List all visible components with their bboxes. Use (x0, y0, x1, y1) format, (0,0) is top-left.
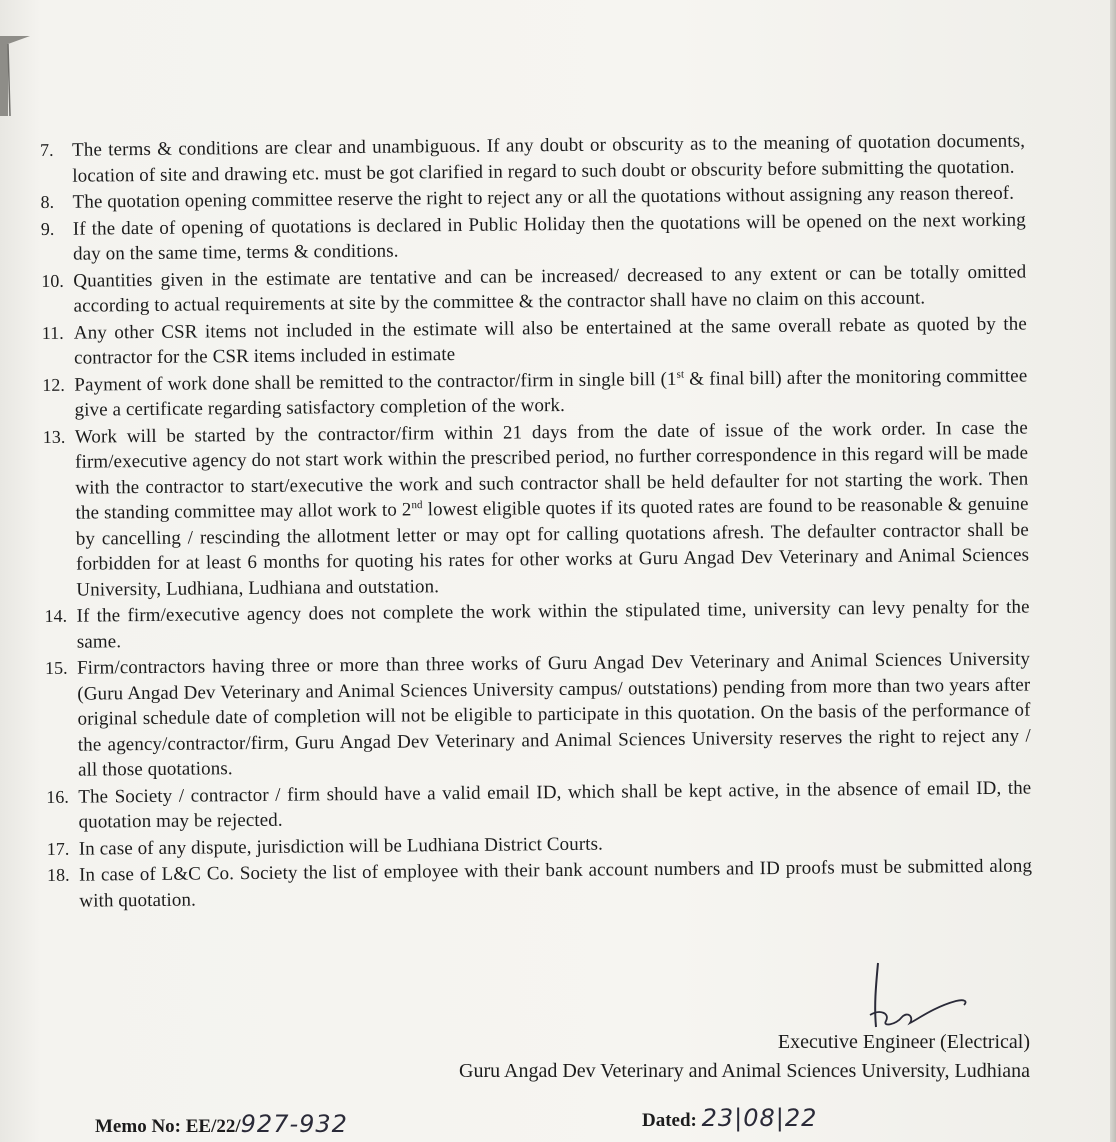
term-text (75, 415, 1030, 603)
terms-list (40, 129, 1032, 914)
term-text-part: lowest eligible quotes if its quoted rates are found to be reasonable & genuine by cancelling / rescinding the allotment letter or may opt for calling quotations afresh. The defaulter contractor shall be forbidden for at least 6 months for quoting his rates for other works at Guru Angad Dev Veterinary and Animal Sciences University, Ludhiana, Ludhiana and outstation. (75, 493, 1030, 601)
term-number: 17. (46, 838, 70, 859)
date-handwritten-value: 23|08|22 (701, 1104, 818, 1132)
term-item (41, 259, 1026, 319)
page-corner-shadow (0, 36, 30, 116)
ordinal-suffix: nd (411, 499, 423, 512)
term-number: 8. (40, 191, 55, 212)
term-number: 13. (42, 426, 66, 447)
term-item (46, 775, 1031, 835)
term-text-part: Payment of work done shall be remitted to the contractor/firm in single bill (1 (74, 368, 677, 396)
term-text: If the firm/executive agency does not complete the work within the stipulated time, university can levy penalty for the same. (76, 596, 1030, 653)
term-number: 10. (41, 270, 64, 291)
term-item (45, 647, 1031, 784)
signatory-organization: Guru Angad Dev Veterinary and Animal Sciences University, Ludhiana (459, 1060, 1030, 1082)
term-item (42, 363, 1027, 423)
term-text: The Society / contractor / firm should have a valid email ID, which shall be kept active, in the absence of email ID, the quotation may be rejected. (78, 777, 1032, 833)
terms-section (40, 129, 1032, 915)
term-number: 16. (46, 786, 69, 807)
term-item (42, 311, 1027, 371)
term-text: Any other CSR items not included in the estimate will also be entertained at the same overall rebate as quoted by the contractor for the CSR items included in estimate (73, 313, 1027, 369)
term-item (47, 854, 1032, 914)
memo-handwritten-number: 927-932 (240, 1110, 348, 1138)
term-number: 18. (46, 864, 70, 885)
date-label: Dated: (642, 1110, 697, 1131)
term-item (43, 415, 1030, 603)
term-number: 11. (41, 322, 64, 343)
term-number: 12. (42, 374, 65, 395)
page-right-edge (1110, 0, 1116, 1142)
term-text (74, 363, 1027, 423)
term-text: In case of any dispute, jurisdiction will be Ludhiana District Courts. (78, 833, 604, 860)
term-text: Firm/contractors having three or more than three works of Guru Angad Dev Veterinary and Animal Sciences University (Guru Angad Dev Veterinary and Animal Sciences University campus/ outstations) pending from more than two years after original schedule date of completion will not be eligible to participate in this quotation. On the basis of the performance of the agency/contractor/firm, Guru Angad Dev Veterinary and Animal Sciences University reserves the right to reject any / all those quotations. (76, 648, 1031, 781)
term-text: The terms & conditions are clear and unambiguous. If any doubt or obscurity as to the meaning of quotation documents, location of site and drawing etc. must be got clarified in regard to such doubt or obscurity before submitting the quotation. (72, 130, 1026, 187)
memo-number (95, 1110, 348, 1138)
term-text: In case of L&C Co. Society the list of employee with their bank account numbers and ID proofs must be submitted along with quotation. (78, 855, 1033, 912)
term-number: 14. (44, 605, 68, 626)
term-text: Quantities given in the estimate are tentative and can be increased/ decreased to any extent or can be totally omitted according to actual requirements at site by the committee & the contractor shall have no claim on this account. (73, 261, 1027, 317)
signatory-designation: Executive Engineer (Electrical) (777, 1031, 1030, 1053)
ordinal-suffix: st (676, 368, 685, 381)
handwritten-signature (856, 955, 986, 1035)
term-number: 15. (44, 657, 68, 678)
memo-label: Memo No: EE/22/ (95, 1116, 241, 1137)
memo-date (642, 1104, 817, 1132)
term-text: The quotation opening committee reserve the right to reject any or all the quotations without assigning any reason thereof. (72, 182, 1015, 213)
term-item (41, 207, 1026, 267)
term-text-part: & final bill) after the monitoring committee give a certificate regarding satisfactory completion of the work. (74, 365, 1028, 421)
term-text: If the date of opening of quotations is declared in Public Holiday then the quotations will be opened on the next working day on the same time, terms & conditions. (72, 209, 1026, 265)
term-text-part: Work will be started by the contractor/firm within 21 days from the date of issue of the work order. In case the firm/executive agency do not start work within the prescribed period, no further correspondence in this regard will be made with the contractor to start/executive the work and such contractor shall be held defaulter for not starting the work. Then the standing committee may allot work to 2 (74, 417, 1029, 524)
term-number: 9. (40, 218, 55, 239)
term-item (44, 595, 1029, 655)
term-number: 7. (40, 139, 54, 160)
signatory-block (380, 1028, 1030, 1086)
term-item (40, 129, 1025, 189)
